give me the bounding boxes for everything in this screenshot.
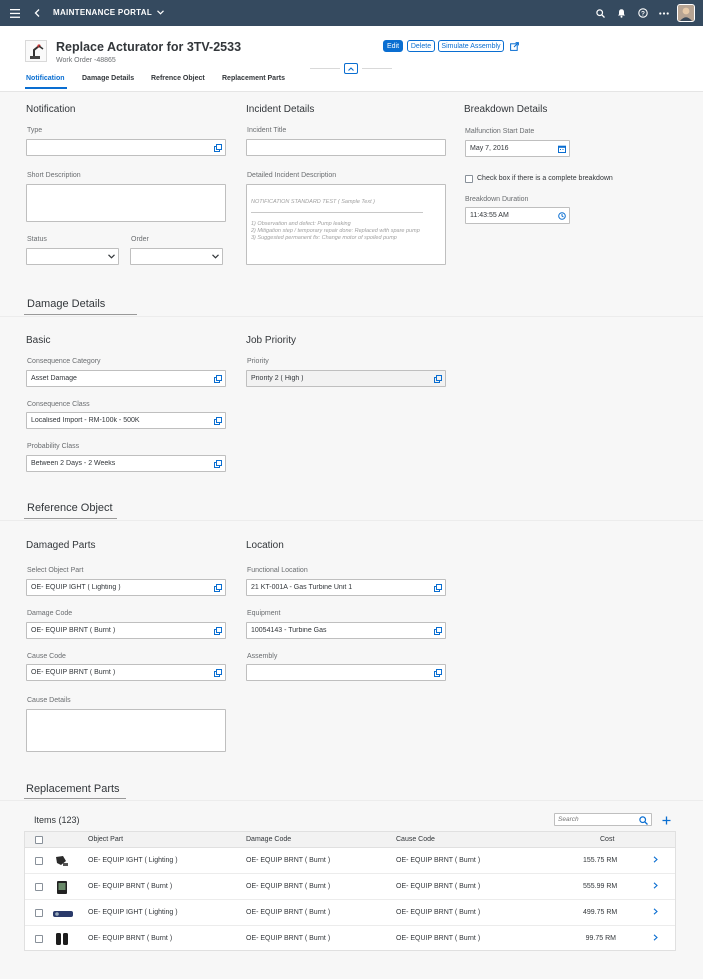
chevron-right-icon[interactable] — [653, 856, 658, 865]
row-checkbox[interactable] — [35, 909, 43, 917]
column-header-object-part[interactable]: Object Part — [88, 836, 124, 843]
divider — [362, 68, 392, 69]
consequence-category-value: Asset Damage — [31, 375, 77, 382]
damage-code-label: Damage Code — [27, 610, 73, 617]
lighting-part-image — [54, 853, 70, 869]
column-header-damage-code[interactable]: Damage Code — [246, 836, 292, 843]
malfunction-start-date-picker[interactable] — [465, 140, 570, 157]
equipment-input[interactable] — [246, 622, 446, 639]
status-label: Status — [27, 236, 47, 243]
status-select[interactable] — [26, 248, 119, 265]
cause-code-cell: OE- EQUIP BRNT ( Burnt ) — [396, 883, 481, 890]
avatar[interactable] — [677, 4, 695, 22]
value-help-icon[interactable] — [211, 413, 225, 428]
incident-description-label: Detailed Incident Description — [247, 172, 337, 179]
column-header-cause-code[interactable]: Cause Code — [396, 836, 435, 843]
chevron-down-icon — [157, 10, 164, 15]
consequence-class-value: Localised Import - RM-100k - 500K — [31, 417, 140, 424]
short-description-input[interactable] — [26, 184, 226, 222]
row-checkbox[interactable] — [35, 883, 43, 891]
divider — [251, 212, 423, 213]
divider — [24, 518, 117, 519]
search-icon[interactable] — [593, 6, 607, 20]
page-title: Replace Acturator for 3TV-2533 — [56, 40, 242, 54]
description-line: 3) Suggested permanent fix: Change motor of spoiled pump — [251, 235, 397, 241]
description-heading: NOTIFICATION STANDARD TEST ( Sample Text ) — [251, 199, 375, 205]
open-external-icon[interactable] — [508, 40, 520, 52]
priority-label: Priority — [247, 358, 269, 365]
table-row[interactable] — [25, 874, 675, 900]
consequence-category-input[interactable] — [26, 370, 226, 387]
row-checkbox[interactable] — [35, 935, 43, 943]
add-icon[interactable] — [659, 813, 673, 827]
app-title[interactable] — [53, 8, 164, 17]
cause-details-input[interactable] — [26, 709, 226, 752]
value-help-icon[interactable] — [431, 665, 445, 680]
search-input[interactable] — [558, 816, 638, 823]
simulate-assembly-button[interactable]: Simulate Assembly — [438, 40, 504, 52]
cost-cell: 499.75 RM — [583, 909, 618, 916]
incident-title-label: Incident Title — [247, 127, 287, 134]
description-line: 2) Mitigation step / temporary repair done: Replaced with spare pump — [251, 228, 420, 234]
object-part-label: Select Object Part — [27, 567, 84, 574]
object-part-value: OE- EQUIP IGHT ( Lighting ) — [31, 584, 121, 591]
replacement-parts-table — [24, 831, 676, 951]
location-group-title: Location — [246, 540, 284, 551]
divider — [24, 798, 126, 799]
chevron-right-icon[interactable] — [653, 908, 658, 917]
replacement-parts-section-title: Replacement Parts — [26, 783, 120, 795]
value-help-icon[interactable] — [431, 371, 445, 386]
value-help-icon[interactable] — [211, 371, 225, 386]
complete-breakdown-checkbox[interactable] — [465, 175, 473, 183]
column-header-cost[interactable]: Cost — [600, 836, 615, 843]
value-help-icon[interactable] — [431, 580, 445, 595]
help-icon[interactable] — [636, 6, 650, 20]
breakdown-duration-label: Breakdown Duration — [465, 196, 529, 203]
damage-code-cell: OE- EQUIP BRNT ( Burnt ) — [246, 883, 331, 890]
assembly-input[interactable] — [246, 664, 446, 681]
malfunction-start-value: May 7, 2016 — [470, 145, 509, 152]
chevron-right-icon[interactable] — [653, 934, 658, 943]
divider — [0, 520, 703, 521]
job-priority-group-title: Job Priority — [246, 335, 297, 346]
value-help-icon[interactable] — [211, 665, 225, 680]
value-help-icon[interactable] — [431, 623, 445, 638]
reference-object-section-title: Reference Object — [27, 502, 113, 514]
more-icon[interactable] — [657, 6, 671, 20]
table-header — [25, 832, 675, 848]
svg-text:?: ? — [641, 10, 645, 18]
table-row[interactable] — [25, 926, 675, 952]
cause-code-value: OE- EQUIP BRNT ( Burnt ) — [31, 669, 116, 676]
cause-code-cell: OE- EQUIP BRNT ( Burnt ) — [396, 909, 481, 916]
object-part-cell: OE- EQUIP BRNT ( Burnt ) — [88, 935, 173, 942]
table-search[interactable] — [554, 813, 652, 826]
incident-description-input[interactable] — [246, 184, 446, 265]
menu-icon[interactable] — [8, 6, 22, 20]
damage-code-value: OE- EQUIP BRNT ( Burnt ) — [31, 627, 116, 634]
divider — [0, 800, 703, 801]
cause-code-cell: OE- EQUIP BRNT ( Burnt ) — [396, 935, 481, 942]
type-input[interactable] — [26, 139, 226, 156]
value-help-icon[interactable] — [211, 140, 225, 155]
chevron-down-icon — [104, 249, 118, 264]
incident-group-title: Incident Details — [246, 104, 315, 115]
incident-title-input[interactable] — [246, 139, 446, 156]
consequence-class-input[interactable] — [26, 412, 226, 429]
select-all-checkbox[interactable] — [35, 836, 43, 844]
cost-cell: 99.75 RM — [585, 935, 616, 942]
edit-button[interactable]: Edit — [383, 40, 403, 52]
object-part-cell: OE- EQUIP BRNT ( Burnt ) — [88, 883, 173, 890]
object-part-input[interactable] — [26, 579, 226, 596]
breakdown-duration-value: 11:43:55 AM — [470, 212, 509, 219]
functional-location-value: 21 KT-001A - Gas Turbine Unit 1 — [251, 584, 353, 591]
functional-location-label: Functional Location — [247, 567, 308, 574]
chevron-up-icon — [348, 67, 354, 71]
description-line: 1) Observation and defect: Pump leaking — [251, 221, 351, 227]
tab-damage-details[interactable]: Damage Details — [82, 75, 135, 82]
work-order-subtitle: Work Order -48865 — [56, 57, 116, 64]
tab-reference-object[interactable]: Refrence Object — [151, 75, 205, 82]
row-checkbox[interactable] — [35, 857, 43, 865]
notification-group-title: Notification — [26, 104, 76, 115]
projector-part-image — [52, 905, 74, 921]
robot-arm-icon — [25, 40, 47, 62]
cause-code-input[interactable] — [26, 664, 226, 681]
tab-replacement-parts[interactable]: Replacement Parts — [222, 75, 286, 82]
table-row[interactable] — [25, 900, 675, 926]
chevron-down-icon — [208, 249, 222, 264]
damaged-parts-group-title: Damaged Parts — [26, 540, 96, 551]
calendar-icon[interactable] — [555, 141, 569, 156]
consequence-class-label: Consequence Class — [27, 401, 90, 408]
app-title-text: MAINTENANCE PORTAL — [53, 8, 152, 17]
priority-value: Priority 2 ( High ) — [251, 375, 304, 382]
damage-details-section-title: Damage Details — [27, 298, 106, 310]
divider — [24, 314, 137, 315]
cost-cell: 555.99 RM — [583, 883, 618, 890]
divider — [0, 316, 703, 317]
object-part-cell: OE- EQUIP IGHT ( Lighting ) — [88, 909, 178, 916]
damage-code-input[interactable] — [26, 622, 226, 639]
table-row[interactable] — [25, 848, 675, 874]
active-tab-indicator — [25, 87, 67, 89]
value-help-icon[interactable] — [211, 623, 225, 638]
complete-breakdown-label: Check box if there is a complete breakdown — [477, 175, 613, 182]
object-header — [0, 26, 703, 92]
equipment-label: Equipment — [247, 610, 281, 617]
damage-code-cell: OE- EQUIP BRNT ( Burnt ) — [246, 857, 331, 864]
object-part-cell: OE- EQUIP IGHT ( Lighting ) — [88, 857, 178, 864]
chevron-right-icon[interactable] — [653, 882, 658, 891]
boots-part-image — [54, 931, 70, 947]
short-description-label: Short Description — [27, 172, 81, 179]
functional-location-input[interactable] — [246, 579, 446, 596]
assembly-label: Assembly — [247, 653, 278, 660]
basic-group-title: Basic — [26, 335, 51, 346]
equipment-value: 10054143 - Turbine Gas — [251, 627, 327, 634]
cause-code-cell: OE- EQUIP BRNT ( Burnt ) — [396, 857, 481, 864]
breakdown-group-title: Breakdown Details — [464, 104, 548, 115]
damage-code-cell: OE- EQUIP BRNT ( Burnt ) — [246, 935, 331, 942]
shell-bar — [0, 0, 703, 26]
damage-code-cell: OE- EQUIP BRNT ( Burnt ) — [246, 909, 331, 916]
device-part-image — [54, 879, 70, 895]
clock-icon[interactable] — [555, 208, 569, 223]
priority-input[interactable] — [246, 370, 446, 387]
delete-button[interactable]: Delete — [407, 40, 435, 52]
value-help-icon[interactable] — [211, 456, 225, 471]
back-icon[interactable] — [30, 6, 44, 20]
divider — [310, 68, 340, 69]
items-title: Items (123) — [34, 815, 80, 825]
order-label: Order — [131, 236, 149, 243]
cause-details-label: Cause Details — [27, 697, 71, 704]
search-icon[interactable] — [639, 816, 648, 825]
collapse-header-button[interactable] — [344, 63, 358, 74]
tab-notification[interactable]: Notification — [26, 75, 65, 82]
probability-class-input[interactable] — [26, 455, 226, 472]
cause-code-label: Cause Code — [27, 653, 66, 660]
breakdown-duration-picker[interactable] — [465, 207, 570, 224]
bell-icon[interactable] — [614, 6, 628, 20]
consequence-category-label: Consequence Category — [27, 358, 101, 365]
probability-class-label: Probability Class — [27, 443, 80, 450]
type-label: Type — [27, 127, 43, 134]
order-select[interactable] — [130, 248, 223, 265]
value-help-icon[interactable] — [211, 580, 225, 595]
probability-class-value: Between 2 Days - 2 Weeks — [31, 460, 116, 467]
malfunction-start-label: Malfunction Start Date — [465, 128, 535, 135]
cost-cell: 155.75 RM — [583, 857, 618, 864]
